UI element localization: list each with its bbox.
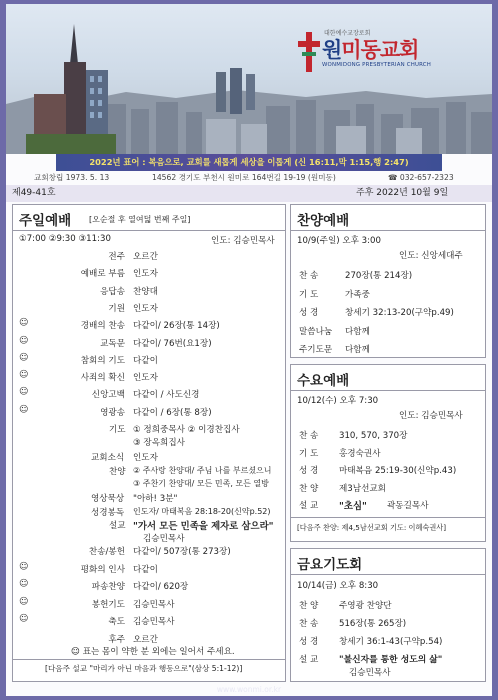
stand-up-icon: ☺ xyxy=(19,370,29,381)
wednesday-sermon-title: "초심" xyxy=(339,501,367,512)
order-item-label: 사죄의 확신 xyxy=(80,373,125,384)
order-item-label: 기 도 xyxy=(299,289,319,300)
order-item-label: 찬 양 xyxy=(299,483,319,494)
service-leader: 인도: 김승민목사 xyxy=(211,236,275,246)
stand-up-icon: ☺ xyxy=(19,596,29,607)
stand-up-icon: ☺ xyxy=(19,387,29,398)
church-address: 14562 경기도 부천시 원미로 164번길 19-19 (원미동) xyxy=(152,173,336,182)
stand-up-icon: ☺ xyxy=(19,404,29,415)
order-item-text: 310, 570, 370장 xyxy=(339,431,408,441)
bulletin-page xyxy=(6,4,492,696)
church-building-image xyxy=(26,24,116,154)
issue-date: 주후 2022년 10월 9일 xyxy=(356,188,449,198)
order-item-label: 후주 xyxy=(108,635,125,645)
order-item-text: 가족중 xyxy=(345,289,370,300)
order-item-text: 다같이/ 76번(요1장) xyxy=(133,338,212,349)
friday-prayer-time: 10/14(금) 오후 8:30 xyxy=(297,581,379,591)
order-item-text: 마태복음 25:19-30(신약p.43) xyxy=(339,466,457,476)
order-item-label: 기 도 xyxy=(299,448,319,459)
order-item-text: 270장(통 214장) xyxy=(345,271,413,281)
logo-church-name: 원미동교회 xyxy=(322,38,419,62)
scripture-text: 인도자/ 마태복음 28:18-20(신약p.52) xyxy=(133,507,271,516)
stand-up-icon: ☺ xyxy=(19,352,29,363)
stand-up-icon: ☺ xyxy=(19,318,29,329)
prayer-line-1: ① 정희중목사 ② 이경찬집사 xyxy=(133,425,240,435)
order-item-label: 축도 xyxy=(108,617,125,628)
praise-service-leader: 인도: 신앙세대주 xyxy=(399,251,463,261)
wednesday-service-leader: 인도: 김승민목사 xyxy=(399,411,463,421)
wednesday-service-box xyxy=(290,364,486,542)
video-label: 영상묵상 xyxy=(91,494,125,504)
divider xyxy=(291,230,485,231)
order-item-text: 다같이 / 6장(통 8장) xyxy=(133,407,212,418)
order-item-label: 평화의 인사 xyxy=(80,564,125,575)
footer-url: www.wonmi.or.kr xyxy=(216,685,282,694)
prayer-label: 기도 xyxy=(109,425,126,435)
order-item-label: 파송찬양 xyxy=(91,582,125,593)
divider xyxy=(291,574,485,575)
order-item-label: 전주 xyxy=(108,252,125,262)
order-item-label: 응답송 xyxy=(100,286,125,297)
news-text: 인도자 xyxy=(133,453,158,463)
order-item-label: 찬 양 xyxy=(299,601,319,611)
order-item-label: 찬송/봉헌 xyxy=(88,547,125,557)
church-logo xyxy=(298,32,458,76)
order-item-label: 참회의 기도 xyxy=(80,355,125,366)
header-photo xyxy=(6,4,492,154)
divider xyxy=(291,390,485,391)
founded-date: 교회창립 1973. 5. 13 xyxy=(34,173,110,182)
next-week-sermon: [다음주 설교 "마리가 아닌 마음과 행동으로"(삼상 5:1-12)] xyxy=(45,664,243,673)
order-item-label: 경배의 찬송 xyxy=(80,321,125,332)
friday-sermon-title: "불신자를 통한 성도의 삶" xyxy=(339,655,443,665)
wednesday-service-title: 수요예배 xyxy=(297,373,350,389)
praise-service-title: 찬양예배 xyxy=(297,213,350,229)
praise-line-1: ② 주사랑 찬양대/ 주님 나를 부르셨으니 xyxy=(133,466,272,475)
order-item-label: 예배로 부름 xyxy=(80,269,125,280)
standing-notice: ☺ 표는 몸이 약한 분 외에는 일어서 주세요. xyxy=(71,647,235,657)
order-item-label: 주기도문 xyxy=(299,345,333,355)
friday-prayer-title: 금요기도회 xyxy=(297,557,363,573)
order-item-text: 다같이 xyxy=(133,564,158,575)
order-item-label: 찬 송 xyxy=(299,619,319,629)
prayer-line-2: ③ 장옥희집사 xyxy=(133,438,185,448)
wednesday-sermon-preacher: 곽동길목사 xyxy=(387,501,429,511)
order-item-text: 제3남선교회 xyxy=(339,483,386,494)
order-item-text: 다함께 xyxy=(345,326,370,337)
stand-up-icon: ☺ xyxy=(19,614,29,625)
order-item-label: 찬 송 xyxy=(299,431,319,441)
order-item-label: 봉헌기도 xyxy=(91,599,125,610)
divider xyxy=(13,659,285,660)
video-text: "아하! 3분" xyxy=(133,494,178,504)
order-item-label: 영광송 xyxy=(100,407,125,418)
friday-sermon-label: 설 교 xyxy=(299,655,319,665)
friday-sermon-preacher: 김승민목사 xyxy=(349,668,391,678)
order-item-text: 홍경숙권사 xyxy=(339,448,381,459)
logo-english-name: WONMIDONG PRESBYTERIAN CHURCH xyxy=(322,62,432,68)
order-item-label: 찬 송 xyxy=(299,271,319,281)
order-item-text: 다같이/ 26장(통 14장) xyxy=(133,321,220,332)
sunday-service-box xyxy=(12,204,286,682)
issue-number: 제49-41호 xyxy=(12,188,56,198)
issue-bar xyxy=(6,185,492,202)
order-item-text: 인도자 xyxy=(133,269,158,280)
order-item-text: 창세기 36:1-43(구약p.54) xyxy=(339,637,443,647)
scripture-label: 성경봉독 xyxy=(91,508,125,518)
praise-label: 찬양 xyxy=(109,467,126,477)
wednesday-next-week: [다음주 찬양: 제4,5남선교회 기도: 이혜숙권사] xyxy=(297,523,447,532)
order-item-text: 창세기 32:13-20(구약p.49) xyxy=(345,308,454,318)
order-item-text: 김승민목사 xyxy=(133,599,175,610)
order-item-text: 김승민목사 xyxy=(133,617,175,628)
sermon-label: 설교 xyxy=(109,521,126,531)
praise-line-2: ③ 주찬기 찬양대/ 모든 민족, 모든 열방 xyxy=(133,479,269,488)
order-item-label: 신앙고백 xyxy=(91,390,125,401)
stand-up-icon: ☺ xyxy=(19,335,29,346)
order-item-label: 말씀나눔 xyxy=(299,326,333,337)
order-item-text: 찬양대 xyxy=(133,286,158,297)
order-item-text: 다같이/ 507장(통 273장) xyxy=(133,547,231,557)
order-item-text: 오르간 xyxy=(133,635,158,645)
friday-prayer-box xyxy=(290,548,486,682)
order-item-text: 다같이/ 620장 xyxy=(133,582,189,593)
order-item-text: 다같이 / 사도신경 xyxy=(133,390,200,401)
sermon-title: "가서 모든 민족을 제자로 삼으라" xyxy=(133,521,274,532)
sermon-preacher: 김승민목사 xyxy=(143,534,185,544)
divider xyxy=(291,517,485,518)
order-item-text: 주영광 찬양단 xyxy=(339,601,392,611)
order-item-text: 인도자 xyxy=(133,373,158,384)
order-item-text: 오르간 xyxy=(133,252,158,262)
order-item-text: 다같이 xyxy=(133,355,158,366)
sunday-service-title: 주일예배 xyxy=(19,213,72,229)
wednesday-sermon-label: 설 교 xyxy=(299,501,319,511)
order-item-label: 기원 xyxy=(108,303,125,314)
stand-up-icon: ☺ xyxy=(19,579,29,590)
order-item-label: 교독문 xyxy=(100,338,125,349)
order-item-text: 516장(통 265장) xyxy=(339,619,407,629)
order-item-text: 다함께 xyxy=(345,345,370,355)
wednesday-service-time: 10/12(수) 오후 7:30 xyxy=(297,396,379,406)
news-label: 교회소식 xyxy=(91,453,125,463)
stand-up-icon: ☺ xyxy=(19,561,29,572)
order-item-text: 인도자 xyxy=(133,303,158,314)
church-info-line xyxy=(6,171,492,185)
yearly-motto-banner: 2022년 표어 : 복음으로, 교회를 새롭게 세상을 이롭게 (신 16:11,막 1:15,행 2:47) xyxy=(56,154,442,171)
cross-icon xyxy=(298,32,320,72)
service-times: ①7:00 ②9:30 ③11:30 xyxy=(19,234,111,244)
order-item-label: 성 경 xyxy=(299,308,319,318)
logo-denomination: 대한예수교장로회 xyxy=(324,30,371,37)
sunday-service-note: [오순절 후 열여덟 번째 주일] xyxy=(89,215,191,224)
divider xyxy=(13,230,285,231)
order-item-label: 성 경 xyxy=(299,466,319,476)
praise-service-time: 10/9(주일) 오후 3:00 xyxy=(297,236,381,246)
order-item-label: 성 경 xyxy=(299,637,319,647)
praise-service-box xyxy=(290,204,486,358)
church-phone: ☎ 032-657-2323 xyxy=(388,173,454,182)
